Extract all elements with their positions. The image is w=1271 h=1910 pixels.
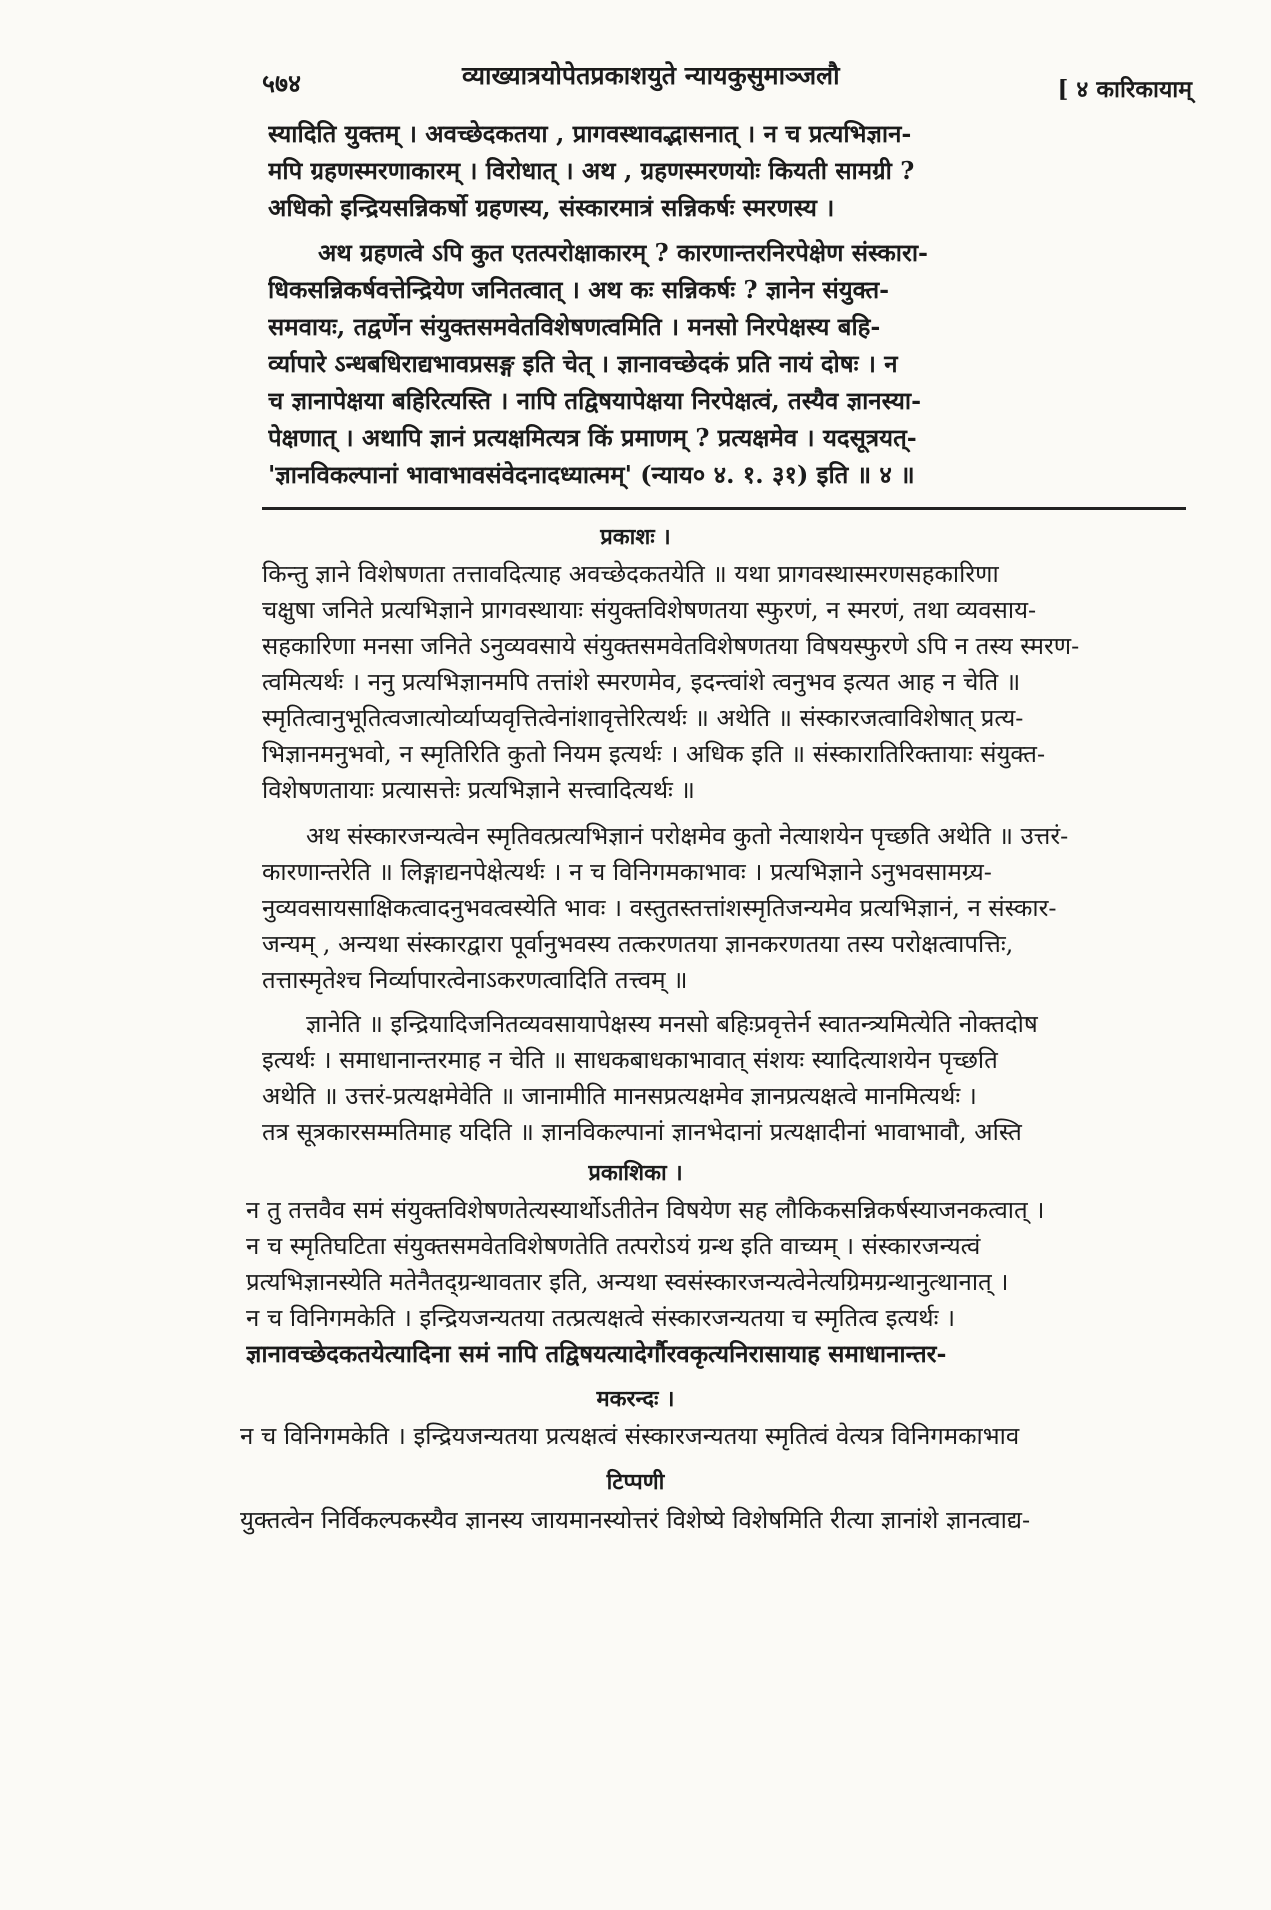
karika-section: [ ४ कारिकायाम् (1057, 76, 1192, 103)
mula-line: धिकसन्निकर्षवत्तेन्द्रियेण जनितत्वात् । अथ कः सन्निकर्षः ? ज्ञानेन संयुक्त- (268, 275, 890, 304)
prakasha-heading: प्रकाशः । (600, 524, 671, 550)
mula-line: च ज्ञानापेक्षया बहिरित्यस्ति । नापि तद्विषयापेक्षया निरपेक्षत्वं, तस्यैव ज्ञानस्या- (268, 386, 922, 415)
prakasha-line: भिज्ञानमनुभवो, न स्मृतिरिति कुतो नियम इत्यर्थः । अधिक इति ॥ संस्कारातिरिक्तायाः संयुक्त- (262, 740, 1046, 768)
makaranda-line: न च विनिगमकेति । इन्द्रियजन्यतया प्रत्यक्षत्वं संस्कारजन्यतया स्मृतित्वं वेत्यत्र विनिगमकाभाव (240, 1422, 1020, 1450)
prakasha-line: चक्षुषा जनिते प्रत्यभिज्ञाने प्रागवस्थायाः संयुक्तविशेषणतया स्फुरणं, न स्मरणं, तथा व्यवसाय- (262, 596, 1037, 624)
mula-line: समवायः, तद्वर्णेन संयुक्तसमवेतविशेषणत्वमिति । मनसो निरपेक्षस्य बहि- (268, 312, 881, 341)
prakasha-line: किन्तु ज्ञाने विशेषणता तत्तावदित्याह अवच्छेदकतयेति ॥ यथा प्रागवस्थास्मरणसहकारिणा (262, 560, 999, 588)
mula-line: स्यादिति युक्तम् । अवच्छेदकतया , प्रागवस्थावद्भासनात् । न च प्रत्यभिज्ञान- (268, 119, 912, 148)
prakasha-line: जन्यम् , अन्यथा संस्कारद्वारा पूर्वानुभवस्य तत्करणतया ज्ञानकरणतया तस्य परोक्षत्वापत्तिः, (262, 930, 1014, 958)
prakasha-line: विशेषणतायाः प्रत्यासत्तेः प्रत्यभिज्ञाने सत्त्वादित्यर्थः ॥ (262, 776, 695, 804)
prakashika-line: प्रत्यभिज्ञानस्येति मतेनैतद्ग्रन्थावतार इति, अन्यथा स्वसंस्कारजन्यत्वेनेत्यग्रिमग्रन्थानुत्थानात् । (246, 1268, 1009, 1296)
prakashika-line: न तु तत्तवैव समं संयुक्तविशेषणतेत्यस्यार्थोऽतीतेन विषयेण सह लौकिकसन्निकर्षस्याजनकत्वात् । (246, 1196, 1045, 1224)
prakasha-line: अथ संस्कारजन्यत्वेन स्मृतिवत्प्रत्यभिज्ञानं परोक्षमेव कुतो नेत्याशयेन पृच्छति अथेति ॥ उत्तरं- (306, 822, 1069, 850)
prakasha-line: अथेति ॥ उत्तरं-प्रत्यक्षमेवेति ॥ जानामीति मानसप्रत्यक्षमेव ज्ञानप्रत्यक्षत्वे मानमित्यर्थः । (262, 1082, 977, 1110)
prakasha-line: सहकारिणा मनसा जनिते ऽनुव्यवसाये संयुक्तसमवेतविशेषणतया विषयस्फुरणे ऽपि न तस्य स्मरण- (262, 632, 1080, 660)
prakashika-line: न च स्मृतिघटिता संयुक्तसमवेतविशेषणतेति तत्परोऽयं ग्रन्थ इति वाच्यम् । संस्कारजन्यत्वं (246, 1232, 981, 1260)
prakasha-line: स्मृतित्वानुभूतित्वजात्योर्व्याप्यवृत्तित्वेनांशावृत्तेरित्यर्थः ॥ अथेति ॥ संस्कारजत्वाविशेषात् प्रत्य- (262, 704, 1024, 732)
mula-line: अथ ग्रहणत्वे ऽपि कुत एतत्परोक्षाकारम् ? कारणान्तरनिरपेक्षेण संस्कारा- (318, 238, 929, 267)
page-number: ५७४ (262, 69, 302, 98)
mula-line: मपि ग्रहणस्मरणाकारम् । विरोधात् । अथ , ग्रहणस्मरणयोः कियती सामग्री ? (268, 156, 915, 185)
running-title: व्याख्यात्रयोपेतप्रकाशयुते न्यायकुसुमाञ्जलौ (462, 61, 840, 90)
makaranda-heading: मकरन्दः । (596, 1386, 675, 1412)
prakasha-line: तत्तास्मृतेश्च निर्व्यापारत्वेनाऽकरणत्वादिति तत्त्वम् ॥ (262, 966, 688, 994)
prakashika-line: न च विनिगमकेति । इन्द्रियजन्यतया तत्प्रत्यक्षत्वे संस्कारजन्यतया च स्मृतित्व इत्यर्थः । (246, 1304, 956, 1332)
mula-line: अधिको इन्द्रियसन्निकर्षो ग्रहणस्य, संस्कारमात्रं सन्निकर्षः स्मरणस्य । (268, 193, 835, 222)
running-header (262, 52, 1192, 112)
prakashika-line: ज्ञानावच्छेदकतयेत्यादिना समं नापि तद्विषयत्यादेर्गौरवकृत्यनिरासायाह समाधानान्तर- (246, 1339, 947, 1368)
mula-line: 'ज्ञानविकल्पानां भावाभावसंवेदनादध्यात्मम्' (न्याय० ४. १. ३१) इति ॥ ४ ॥ (268, 460, 915, 489)
prakashika-heading: प्रकाशिका । (588, 1160, 683, 1186)
prakasha-line: कारणान्तरेति ॥ लिङ्गाद्यनपेक्षेत्यर्थः । न च विनिगमकाभावः । प्रत्यभिज्ञाने ऽनुभवसामग्र्य- (262, 858, 992, 886)
prakasha-line: त्वमित्यर्थः । ननु प्रत्यभिज्ञानमपि तत्तांशे स्मरणमेव, इदन्त्वांशे त्वनुभव इत्यत आह न चेति ॥ (262, 668, 1021, 696)
mula-line: र्व्यापारे ऽन्धबधिराद्यभावप्रसङ्ग इति चेत् । ज्ञानावच्छेदकं प्रति नायं दोषः । न (268, 349, 898, 378)
prakasha-line: नुव्यवसायसाक्षिकत्वादनुभवत्वस्येति भावः । वस्तुतस्तत्तांशस्मृतिजन्यमेव प्रत्यभिज्ञानं, न संस्कार- (262, 894, 1057, 922)
prakasha-line: तत्र सूत्रकारसम्मतिमाह यदिति ॥ ज्ञानविकल्पानां ज्ञानभेदानां प्रत्यक्षादीनां भावाभावौ, अस्ति (262, 1118, 1022, 1146)
prakasha-line: इत्यर्थः । समाधानान्तरमाह न चेति ॥ साधकबाधकाभावात् संशयः स्यादित्याशयेन पृच्छति (262, 1046, 998, 1074)
prakasha-line: ज्ञानेति ॥ इन्द्रियादिजनितव्यवसायापेक्षस्य मनसो बहिःप्रवृत्तेर्न स्वातन्त्र्यमित्येति नोक्तदोष (306, 1010, 1038, 1038)
divider-rule (262, 507, 1186, 510)
tippani-heading: टिप्पणी (606, 1469, 665, 1495)
tippani-line: युक्तत्वेन निर्विकल्पकस्यैव ज्ञानस्य जायमानस्योत्तरं विशेष्ये विशेषमिति रीत्या ज्ञानांशे ज्ञानत्वाद्य- (240, 1506, 1031, 1534)
mula-line: पेक्षणात् । अथापि ज्ञानं प्रत्यक्षमित्यत्र किं प्रमाणम् ? प्रत्यक्षमेव । यदसूत्रयत्- (268, 423, 917, 452)
